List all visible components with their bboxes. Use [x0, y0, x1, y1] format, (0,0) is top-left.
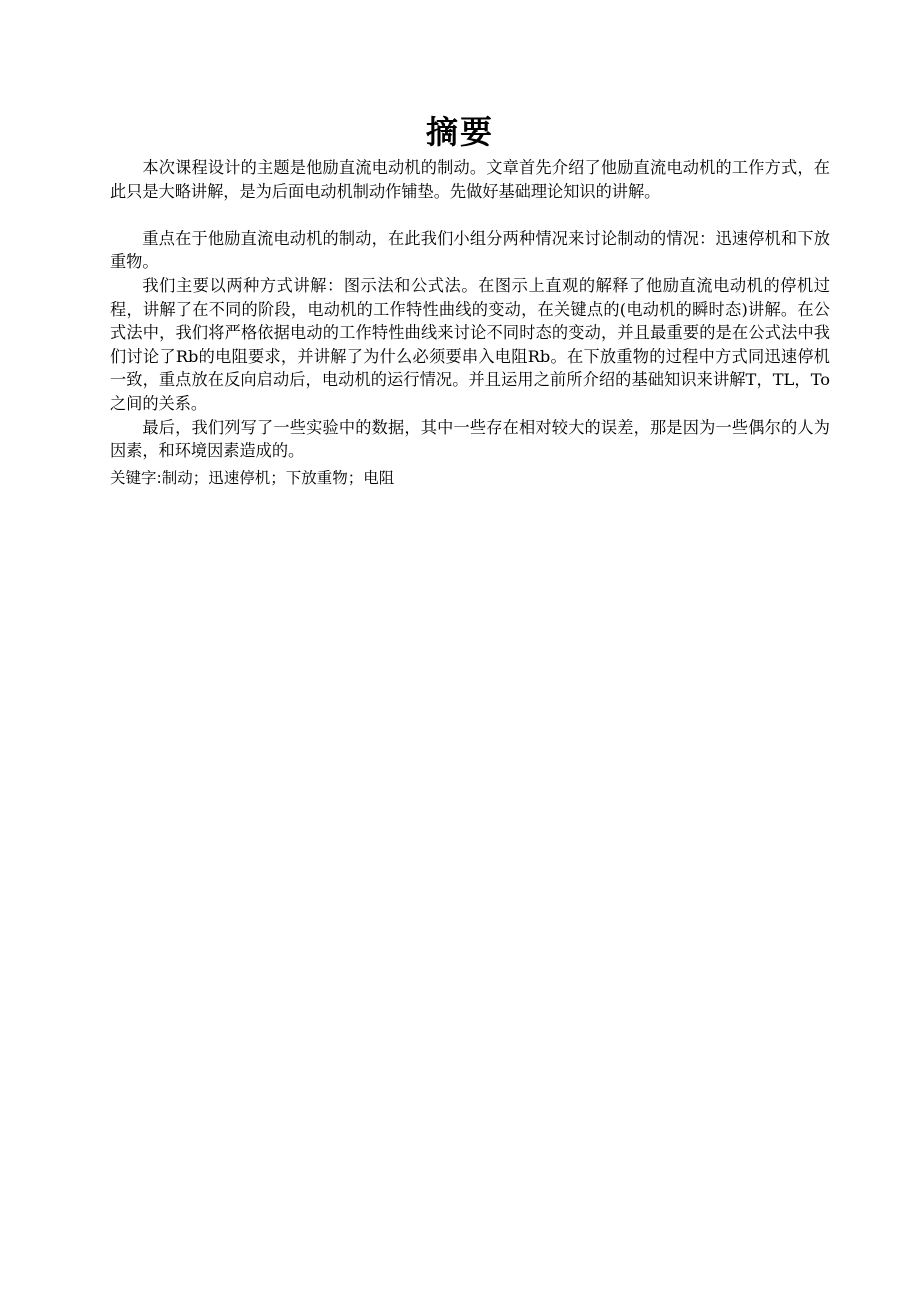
- abstract-title: 摘要: [425, 113, 494, 151]
- paragraph-focus: 重点在于他励直流电动机的制动，在此我们小组分两种情况来讨论制动的情况：迅速停机和下放重物。: [110, 228, 830, 272]
- paragraph-intro: 本次课程设计的主题是他励直流电动机的制动。文章首先介绍了他励直流电动机的工作方式，在此只是大略讲解，是为后面电动机制动作铺垫。先做好基础理论知识的讲解。: [110, 158, 830, 201]
- keywords-line: 关键字:制动；迅速停机；下放重物；电阻: [110, 468, 395, 487]
- paragraph-conclusion: 最后，我们列写了一些实验中的数据，其中一些存在相对较大的误差，那是因为一些偶尔的人为因素，和环境因素造成的。: [110, 417, 830, 461]
- abstract-body: [110, 156, 830, 490]
- paragraph-methods: 我们主要以两种方式讲解：图示法和公式法。在图示上直观的解释了他励直流电动机的停机过程，讲解了在不同的阶段，电动机的工作特性曲线的变动，在关键点的(电动机的瞬时态)讲解。在公式法中，我们将严格依据电动的工作特性曲线来讨论不同时态的变动，并且最重要的是在公式法中我们讨论了Rb的电阻要求，并讲解了为什么必须要串入电阻Rb。在下放重物的过程中方式同迅速停机一致，重点放在反向启动后，电动机的运行情况。并且运用之前所介绍的基础知识来讲解T，TL，To之间的关系。: [110, 275, 830, 413]
